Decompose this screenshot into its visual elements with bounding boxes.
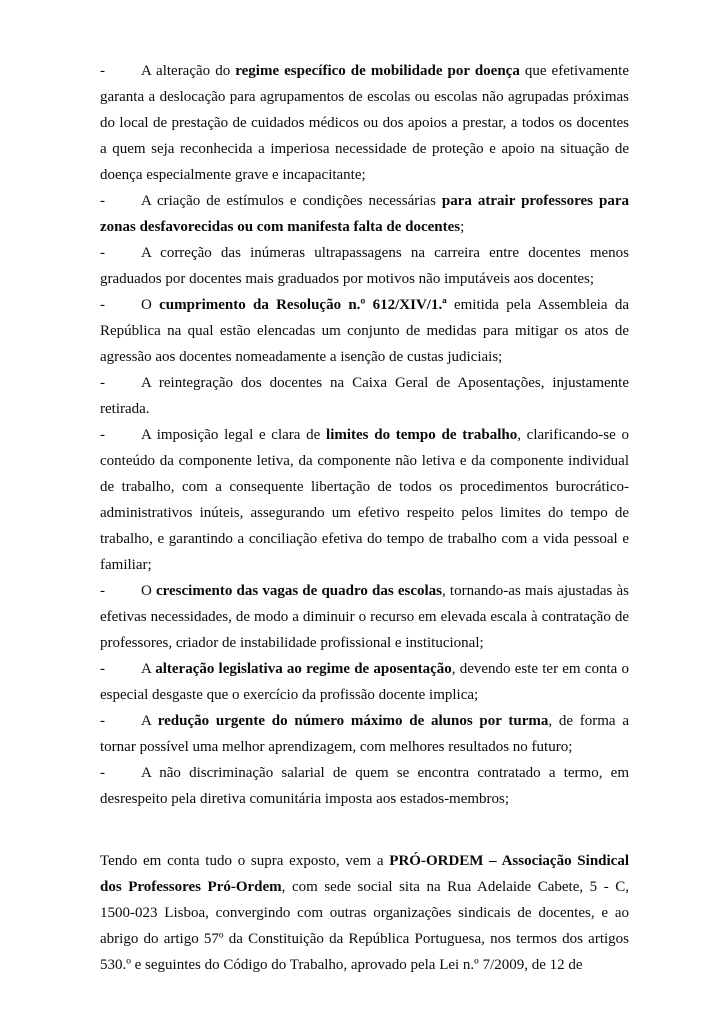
bold-text-run: cumprimento da Resolução n.º 612/XIV/1.ª [159,297,447,313]
bullet-dash-marker: - [100,193,105,209]
bullet-dash-marker: - [100,375,105,391]
bold-text-run: crescimento das vagas de quadro das escolas [155,583,443,599]
bullet-dash-marker: - [100,297,105,313]
bullet-paragraph: - A alteração do regime específico de mobilidade por doença que efetivamente garanta a deslocação para agrupamentos de escolas ou escolas não agrupadas próximas do local de prestação de cuidados médicos ou dos apoios a prestar, a todos os docentes a quem seja reconhecida a imperiosa necessidade de proteção e apoio na situação de doença especialmente grave e incapacitante; [100,63,630,183]
bullet-paragraph: - A correção das inúmeras ultrapassagens na carreira entre docentes menos graduados por docentes mais graduados por motivos não imputáveis aos docentes; [100,245,629,287]
bullet-dash-marker: - [100,661,105,677]
bullet-paragraph: - A criação de estímulos e condições necessárias para atrair professores para zonas desfavorecidas ou com manifesta falta de docentes; [100,193,629,235]
bold-text-run: alteração legislativa ao regime de aposentação [155,661,452,677]
bullet-paragraph: - A imposição legal e clara de limites do tempo de trabalho, clarificando-se o conteúdo da componente letiva, da componente não letiva e da componente individual de trabalho, com a consequente libertação de todos os procedimentos burocrático-administrativos inúteis, assegurando um efetivo respeito pelos limites do tempo de trabalho, e garantindo a conciliação efetiva do tempo de trabalho com a vida pessoal e familiar; [100,427,629,573]
bullet-paragraph: - A alteração legislativa ao regime de aposentação, devendo este ter em conta o especial desgaste que o exercício da profissão docente implica; [100,661,629,703]
bullet-dash-marker: - [100,245,105,261]
bullet-paragraph: - O cumprimento da Resolução n.º 612/XIV/1.ª emitida pela Assembleia da República na qual estão elencadas um conjunto de medidas para mitigar os atos de agressão aos docentes nomeadamente a isenção de custas judiciais; [100,297,629,365]
closing-paragraph: Tendo em conta tudo o supra exposto, vem a PRÓ-ORDEM – Associação Sindical dos Professores Pró-Ordem, com sede social sita na Rua Adelaide Cabete, 5 - C, 1500-023 Lisboa, convergindo com outras organizações sindicais de docentes, e ao abrigo do artigo 57º da Constituição da República Portuguesa, nos termos dos artigos 530.º e seguintes do Código do Trabalho, aprovado pela Lei n.º 7/2009, de 12 de [100,853,629,973]
bullet-paragraph: - O crescimento das vagas de quadro das escolas, tornando-as mais ajustadas às efetivas necessidades, de modo a diminuir o recurso em elevada escala à contratação de professores, criador de instabilidade profissional e institucional; [100,583,629,651]
document-text-block [100,58,629,978]
bold-text-run: limites do tempo de trabalho [326,427,518,443]
bold-text-run: PRÓ-ORDEM – Associação Sindical dos Professores Pró-Ordem [100,853,629,895]
bullet-dash-marker: - [100,427,105,443]
bullet-dash-marker: - [100,63,105,79]
bullet-dash-marker: - [100,583,105,599]
bullet-paragraph: - A não discriminação salarial de quem se encontra contratado a termo, em desrespeito pela diretiva comunitária imposta aos estados-membros; [100,765,629,807]
bold-text-run: regime específico de mobilidade por doença [235,63,520,79]
bold-text-run: para atrair professores para zonas desfavorecidas ou com manifesta falta de docentes [100,193,629,235]
bullet-list [100,58,629,812]
bullet-dash-marker: - [100,713,105,729]
bullet-dash-marker: - [100,765,105,781]
bold-text-run: redução urgente do número máximo de alunos por turma [157,713,549,729]
bullet-paragraph: - A reintegração dos docentes na Caixa Geral de Aposentações, injustamente retirada. [100,375,629,417]
bullet-paragraph: - A redução urgente do número máximo de alunos por turma, de forma a tornar possível uma melhor aprendizagem, com melhores resultados no futuro; [100,713,629,755]
